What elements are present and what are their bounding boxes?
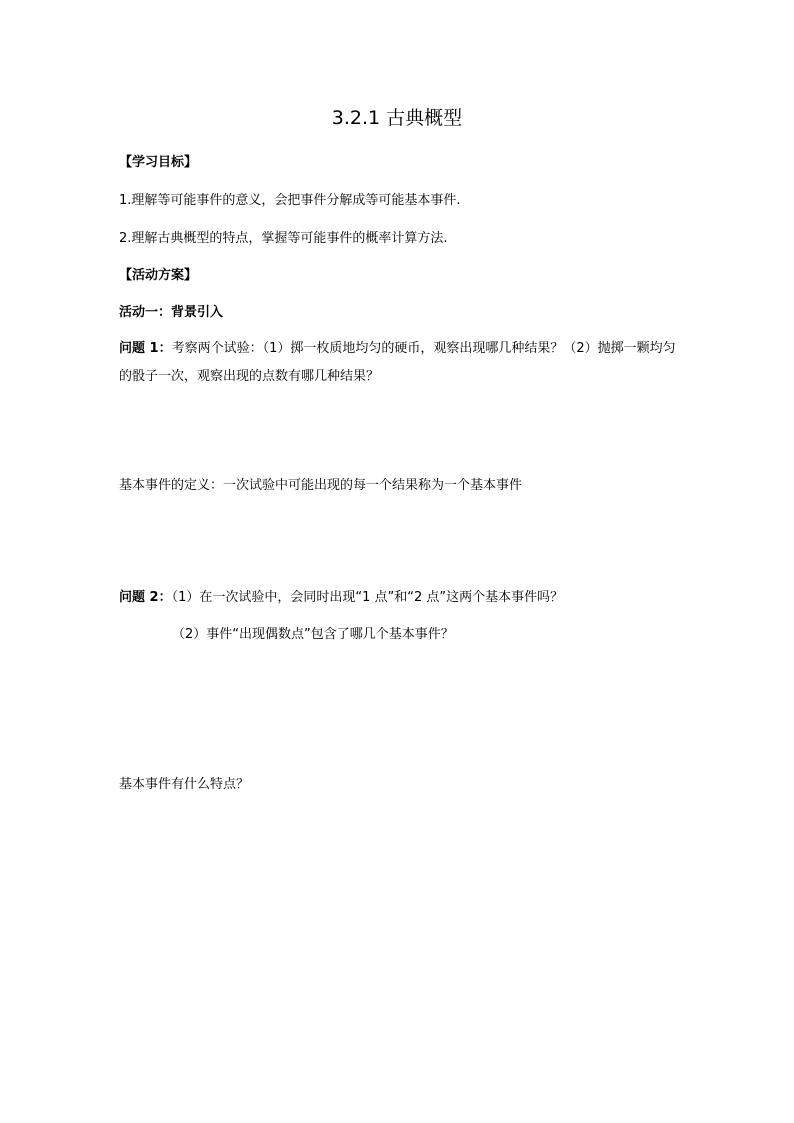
question-2 [119,589,563,607]
learning-goals-heading: 【学习目标】 [119,155,198,170]
goal-item-1: 1.理解等可能事件的意义，会把事件分解成等可能基本事件. [119,193,461,208]
page-title: 3.2.1 古典概型 [331,107,463,129]
question-1-label: 问题 1： [119,341,172,356]
activity-1-heading: 活动一：背景引入 [119,305,224,320]
goal-item-2: 2.理解古典概型的特点，掌握等可能事件的概率计算方法. [119,231,448,246]
activity-plan-heading: 【活动方案】 [119,268,198,283]
question-2-part-1: （1）在一次试验中，会同时出现“1 点”和“2 点”这两个基本事件吗？ [171,590,564,605]
question-2-part-2: （2）事件“出现偶数点”包含了哪几个基本事件？ [172,627,454,642]
question-2-label: 问题 2： [119,590,172,605]
question-1 [119,335,679,391]
basic-event-features-question: 基本事件有什么特点？ [119,777,250,792]
question-1-text: 考察两个试验：（1）掷一枚质地均匀的硬币，观察出现哪几种结果？（2）抛掷一颗均匀的骰子一次，观察出现的点数有哪几种结果？ [119,341,676,384]
basic-event-definition: 基本事件的定义：一次试验中可能出现的每一个结果称为一个基本事件 [119,478,523,493]
